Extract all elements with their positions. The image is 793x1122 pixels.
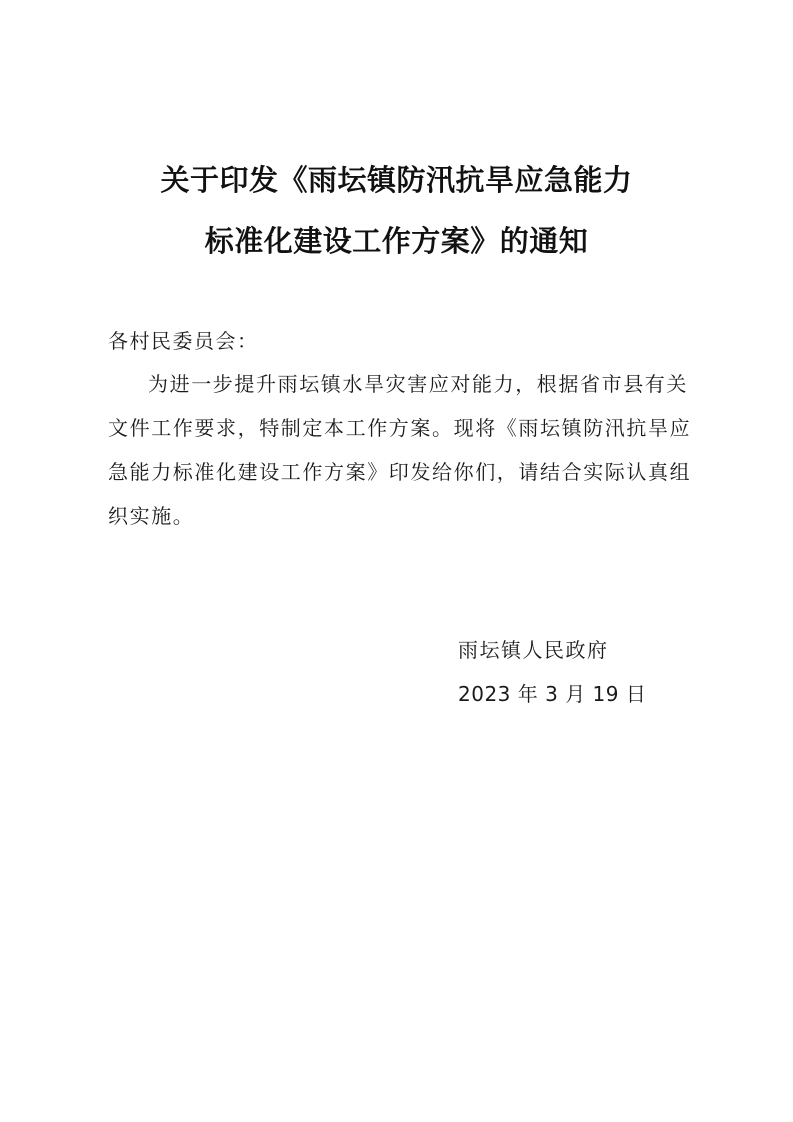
signature-organization: 雨坛镇人民政府 xyxy=(458,638,609,662)
signature-date: 2023 年 3 月 19 日 xyxy=(458,682,647,706)
document-title-line-1: 关于印发《雨坛镇防汛抗旱应急能力 xyxy=(160,163,633,197)
body-paragraph-line-2: 文件工作要求，特制定本工作方案。现将《雨坛镇防汛抗旱应 xyxy=(108,416,692,440)
body-paragraph-line-4: 织实施。 xyxy=(108,504,195,528)
salutation: 各村民委员会： xyxy=(108,329,259,353)
body-paragraph-line-1: 为进一步提升雨坛镇水旱灾害应对能力，根据省市县有关 xyxy=(148,372,688,396)
body-paragraph-line-3: 急能力标准化建设工作方案》印发给你们，请结合实际认真组 xyxy=(108,460,692,484)
document-title-line-2: 标准化建设工作方案》的通知 xyxy=(204,224,589,258)
